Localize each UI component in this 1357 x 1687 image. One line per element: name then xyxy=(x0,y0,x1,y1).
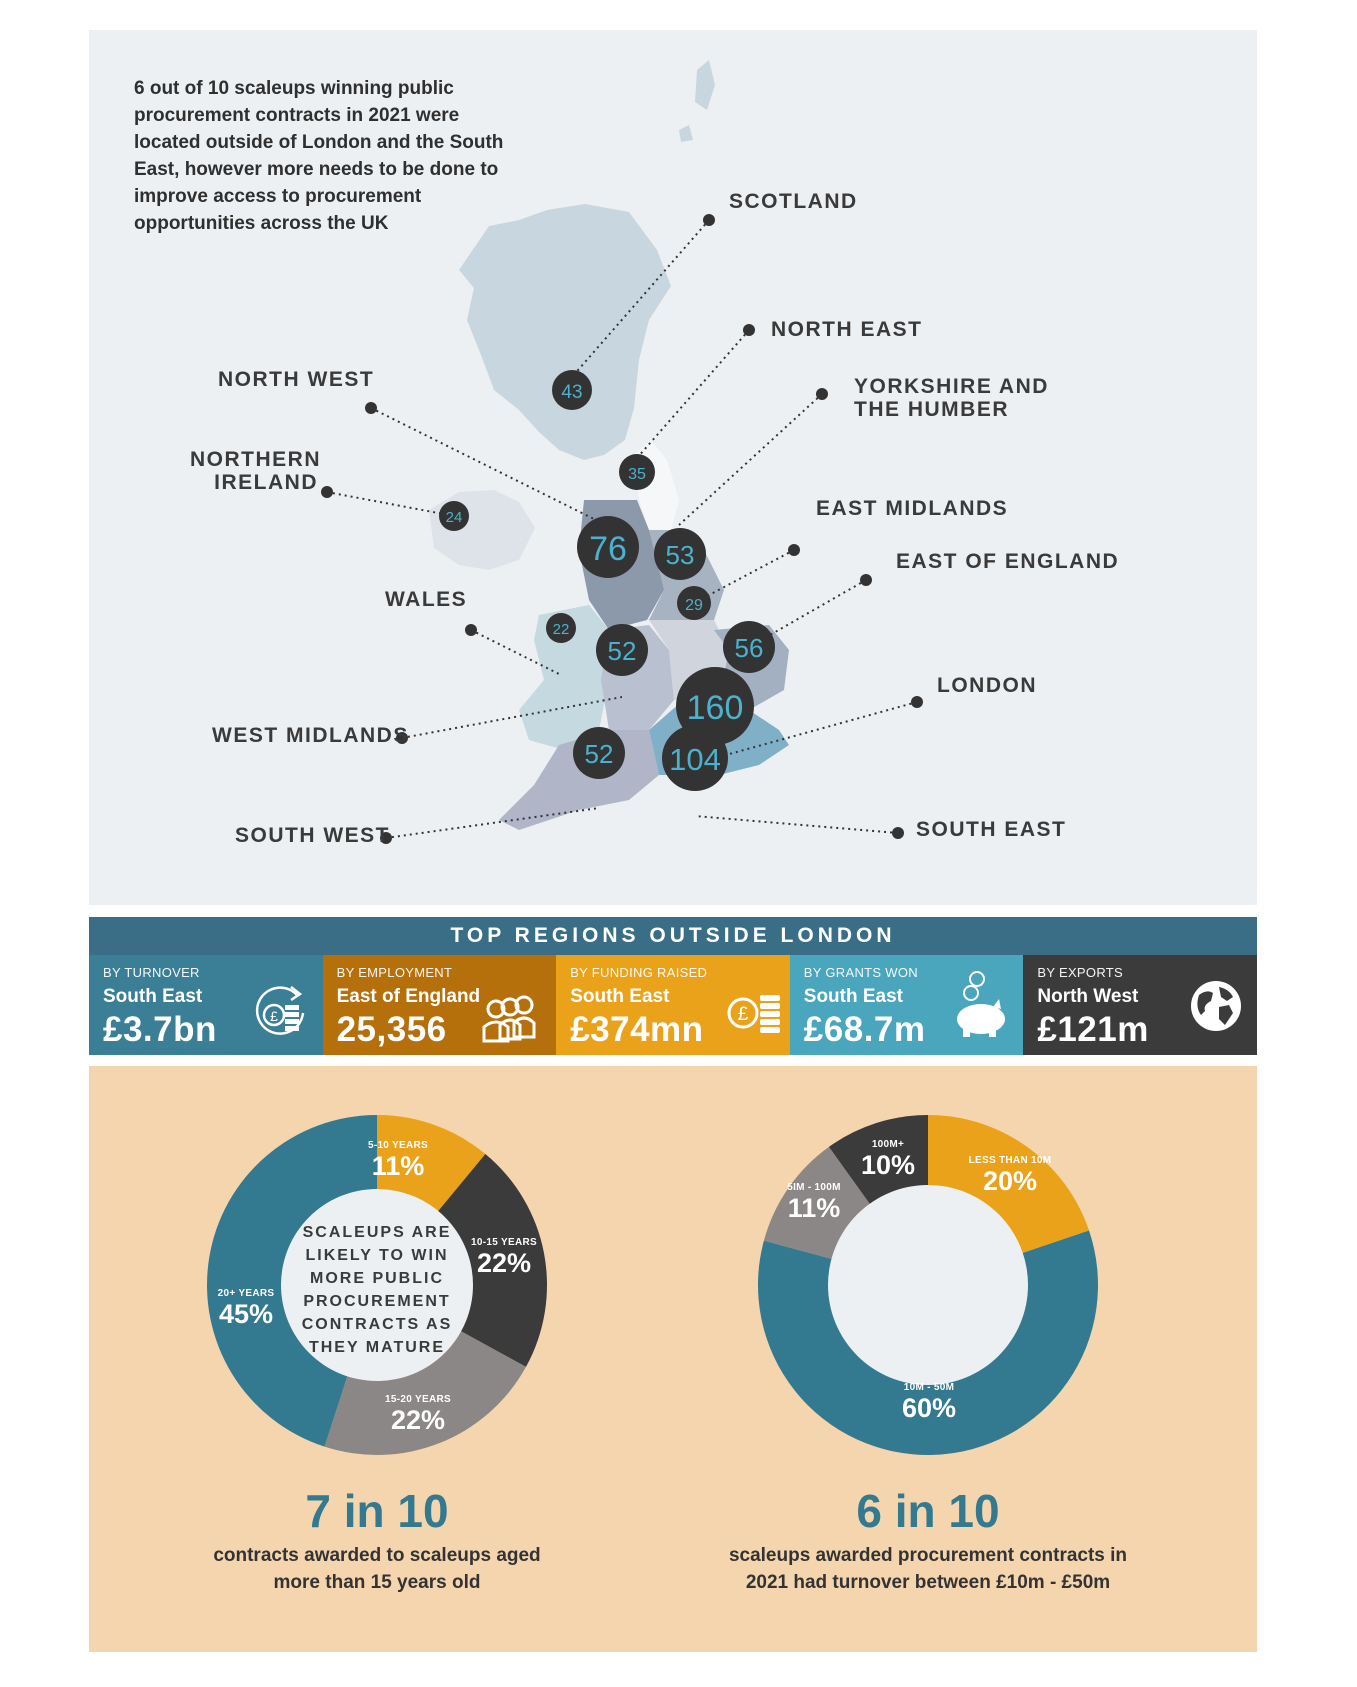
label-scotland: SCOTLAND xyxy=(729,190,858,213)
bubble-scotland xyxy=(552,370,592,410)
count-north-west: 76 xyxy=(589,530,627,568)
seg-value: 11% xyxy=(787,1193,841,1223)
bubble-south-east xyxy=(662,725,728,791)
donut-panel xyxy=(89,1066,1257,1652)
stat-value: £374mn xyxy=(570,1010,704,1049)
scotland-shape xyxy=(459,204,671,460)
seg-name: 10-15 YEARS xyxy=(471,1237,537,1248)
bubble-northern-ireland xyxy=(439,501,469,531)
northern-ireland-shape xyxy=(429,490,535,570)
people-icon xyxy=(480,993,542,1043)
caption-line: scaleups awarded procurement contracts in xyxy=(728,1545,1128,1566)
seg-name: 20+ YEARS xyxy=(217,1288,275,1299)
seg-value: 10% xyxy=(860,1150,916,1180)
count-northern-ireland: 24 xyxy=(445,509,463,526)
svg-text:£: £ xyxy=(737,1004,749,1025)
bubble-east-of-england xyxy=(723,621,775,673)
seg-value: 22% xyxy=(390,1405,446,1435)
stat-tile-exports xyxy=(1023,955,1257,1055)
count-east-of-england: 56 xyxy=(734,633,764,663)
uk-map-panel xyxy=(89,30,1257,905)
stat-tile-funding xyxy=(556,955,790,1055)
count-london: 160 xyxy=(686,689,744,727)
count-south-east: 104 xyxy=(669,742,721,777)
center-line: PROCUREMENT xyxy=(303,1293,451,1310)
label-yorkshire-line2: THE HUMBER xyxy=(854,398,1009,421)
shetland-shape xyxy=(679,60,715,142)
age-label-20-plus xyxy=(206,1288,286,1329)
seg-value: 45% xyxy=(218,1299,274,1329)
seg-name: 15-20 YEARS xyxy=(385,1394,451,1405)
stat-region: South East xyxy=(803,986,904,1007)
turnover-hole xyxy=(828,1185,1028,1385)
age-caption xyxy=(177,1542,577,1596)
caption-line: more than 15 years old xyxy=(273,1572,481,1593)
count-east-midlands: 29 xyxy=(685,597,703,614)
seg-value: 11% xyxy=(371,1151,425,1181)
label-northern-ireland xyxy=(190,448,321,494)
age-label-5-10 xyxy=(353,1140,443,1181)
count-west-midlands: 52 xyxy=(607,636,637,666)
label-ni-line1: NORTHERN xyxy=(190,448,321,471)
seg-value: 60% xyxy=(901,1393,957,1423)
bubble-north-east xyxy=(619,454,655,490)
label-wales: WALES xyxy=(385,588,468,611)
stat-tile-employment xyxy=(323,955,557,1055)
label-north-east: NORTH EAST xyxy=(771,318,923,341)
count-scotland: 43 xyxy=(561,382,583,403)
seg-name: 5IM - 100M xyxy=(787,1182,841,1193)
count-south-west: 52 xyxy=(584,739,614,769)
seg-name: 100M+ xyxy=(871,1139,905,1150)
stat-region: East of England xyxy=(336,986,481,1007)
seg-value: 22% xyxy=(476,1248,532,1278)
top-regions-stats xyxy=(89,955,1257,1055)
stat-tile-turnover xyxy=(89,955,323,1055)
seg-value: 20% xyxy=(982,1166,1038,1196)
center-line: LIKELY TO WIN xyxy=(305,1247,449,1264)
bubble-west-midlands xyxy=(596,624,648,676)
turnover-label-5im-100m xyxy=(777,1182,851,1223)
label-london: LONDON xyxy=(937,674,1037,697)
age-label-10-15 xyxy=(464,1237,544,1278)
bubble-north-west xyxy=(577,516,639,578)
stat-value: 25,356 xyxy=(336,1010,447,1049)
stat-category: BY EMPLOYMENT xyxy=(336,965,453,980)
center-line: THEY MATURE xyxy=(308,1339,446,1356)
coin-stack-icon xyxy=(726,981,782,1037)
seg-name: 10M - 50M xyxy=(903,1382,955,1393)
turnover-label-100m-plus xyxy=(858,1139,918,1180)
count-wales: 22 xyxy=(552,621,570,638)
stat-region: South East xyxy=(570,986,670,1007)
center-line: CONTRACTS AS xyxy=(301,1316,453,1333)
age-center-text xyxy=(277,1221,477,1359)
globe-icon xyxy=(1189,979,1243,1033)
label-yorkshire xyxy=(854,375,1049,421)
label-south-east: SOUTH EAST xyxy=(916,818,1067,841)
stat-value: £68.7m xyxy=(803,1010,926,1049)
bubble-south-west xyxy=(573,727,625,779)
stat-region: South East xyxy=(103,986,203,1007)
stat-category: BY EXPORTS xyxy=(1037,965,1123,980)
stat-category: BY TURNOVER xyxy=(103,965,200,980)
count-yorkshire: 53 xyxy=(665,540,695,570)
age-label-15-20 xyxy=(371,1394,465,1435)
label-yorkshire-line1: YORKSHIRE AND xyxy=(854,375,1049,398)
center-line: SCALEUPS ARE xyxy=(302,1224,452,1241)
caption-line: contracts awarded to scaleups aged xyxy=(213,1545,541,1566)
label-south-west: SOUTH WEST xyxy=(235,824,390,847)
turnover-label-10m-50m xyxy=(887,1382,971,1423)
label-north-west: NORTH WEST xyxy=(218,368,375,391)
label-east-midlands: EAST MIDLANDS xyxy=(816,497,1009,520)
turnover-label-less-than-10m xyxy=(962,1155,1058,1196)
top-regions-header: TOP REGIONS OUTSIDE LONDON xyxy=(89,917,1257,955)
stat-tile-grants xyxy=(790,955,1024,1055)
stat-category: BY FUNDING RAISED xyxy=(570,965,708,980)
label-west-midlands: WEST MIDLANDS xyxy=(212,724,409,747)
count-north-east: 35 xyxy=(628,466,646,483)
bubble-east-midlands xyxy=(677,586,711,620)
stat-category: BY GRANTS WON xyxy=(803,965,918,980)
bubble-wales xyxy=(546,613,576,643)
caption-line: 2021 had turnover between £10m - £50m xyxy=(745,1572,1111,1593)
seg-name: LESS THAN 10M xyxy=(968,1155,1052,1166)
piggy-bank-icon xyxy=(951,969,1009,1039)
intro-text: 6 out of 10 scaleups winning public procurement contracts in 2021 were located outside of London and the South East, however more needs to be done to improve access to procurement opportunities across the UK xyxy=(134,78,504,234)
coin-cycle-icon xyxy=(251,981,309,1039)
age-big-stat: 7 in 10 xyxy=(305,1485,449,1537)
bubble-yorkshire xyxy=(654,528,706,580)
svg-text:£: £ xyxy=(269,1008,278,1024)
stat-region: North West xyxy=(1037,986,1139,1007)
stat-value: £3.7bn xyxy=(103,1010,217,1049)
center-line: MORE PUBLIC xyxy=(310,1270,444,1287)
turnover-big-stat: 6 in 10 xyxy=(856,1485,1000,1537)
label-ni-line2: IRELAND xyxy=(214,471,318,494)
stat-value: £121m xyxy=(1037,1010,1149,1049)
seg-name: 5-10 YEARS xyxy=(367,1140,429,1151)
turnover-caption xyxy=(708,1542,1148,1596)
label-east-of-england: EAST OF ENGLAND xyxy=(896,550,1120,573)
